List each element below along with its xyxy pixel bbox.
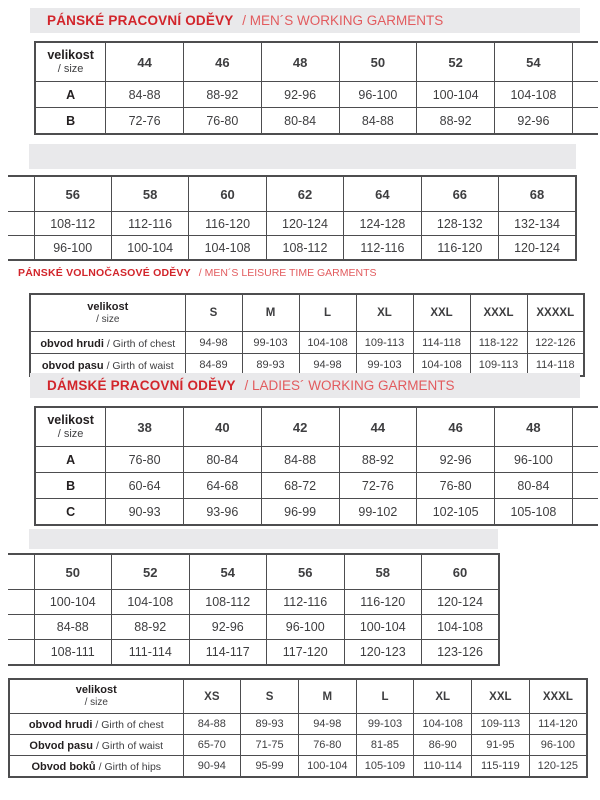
measurement-value: 86-90 bbox=[414, 735, 472, 756]
size-column-header: L bbox=[356, 679, 414, 714]
measurement-value: 92-96 bbox=[189, 615, 267, 640]
measurement-label bbox=[35, 108, 106, 135]
measurement-value: 120-124 bbox=[266, 212, 343, 236]
section-title-czech: PÁNSKÉ PRACOVNÍ ODĚVY bbox=[47, 12, 234, 28]
size-column-header: 44 bbox=[339, 407, 417, 447]
gray-spacer-bar bbox=[29, 144, 576, 169]
size-column-header: 44 bbox=[106, 42, 184, 82]
measurement-value: 76-80 bbox=[183, 108, 261, 135]
measurement-value: 99-103 bbox=[356, 714, 414, 735]
table-row bbox=[9, 756, 587, 778]
table-row bbox=[9, 714, 587, 735]
measurement-value: 76-80 bbox=[106, 447, 184, 473]
ladies-leisure-size-table bbox=[8, 678, 588, 778]
table-row bbox=[8, 590, 499, 615]
measurement-value: 99-103 bbox=[356, 354, 413, 377]
measurement-label bbox=[35, 499, 106, 526]
measurement-label-czech: A bbox=[66, 87, 76, 102]
measurement-value: 120-124 bbox=[422, 590, 500, 615]
measurement-value: 84-88 bbox=[261, 447, 339, 473]
measurement-value: 122-126 bbox=[527, 332, 584, 354]
measurement-label-english: / Girth of waist bbox=[95, 740, 164, 752]
measurement-value: 104-108 bbox=[413, 354, 470, 377]
measurement-label bbox=[35, 473, 106, 499]
cut-column-cell bbox=[572, 473, 598, 499]
measurement-value: 112-116 bbox=[267, 590, 345, 615]
size-column-header: S bbox=[185, 294, 242, 332]
size-column-header: 46 bbox=[417, 407, 495, 447]
size-column-header: 56 bbox=[34, 176, 111, 212]
measurement-value: 109-113 bbox=[470, 354, 527, 377]
size-column-header: 48 bbox=[261, 42, 339, 82]
size-column-header: 50 bbox=[34, 554, 112, 590]
measurement-label-english: / Girth of chest bbox=[106, 337, 176, 350]
table-row bbox=[35, 499, 598, 526]
measurement-label-english: / Girth of waist bbox=[106, 359, 174, 372]
measurement-value: 84-89 bbox=[185, 354, 242, 377]
measurement-value: 102-105 bbox=[417, 499, 495, 526]
measurement-value: 91-95 bbox=[472, 735, 530, 756]
measurement-value: 60-64 bbox=[106, 473, 184, 499]
measurement-value: 64-68 bbox=[183, 473, 261, 499]
measurement-value: 120-124 bbox=[499, 236, 576, 261]
table-row bbox=[8, 212, 576, 236]
measurement-value: 84-88 bbox=[34, 615, 112, 640]
measurement-value: 104-108 bbox=[189, 236, 266, 261]
measurement-label bbox=[30, 332, 185, 354]
table-row bbox=[8, 236, 576, 261]
measurement-value: 105-109 bbox=[356, 756, 414, 778]
table-header-row bbox=[35, 407, 598, 447]
measurement-value: 92-96 bbox=[417, 447, 495, 473]
size-column-header: S bbox=[241, 679, 299, 714]
measurement-value: 118-122 bbox=[470, 332, 527, 354]
measurement-value: 76-80 bbox=[417, 473, 495, 499]
size-label-czech: velikost bbox=[75, 684, 117, 697]
measurement-label bbox=[35, 82, 106, 108]
size-column-header: 40 bbox=[183, 407, 261, 447]
measurement-value: 94-98 bbox=[299, 354, 356, 377]
measurement-label bbox=[35, 447, 106, 473]
measurement-value: 100-104 bbox=[298, 756, 356, 778]
measurement-value: 96-100 bbox=[339, 82, 417, 108]
measurement-value: 110-114 bbox=[414, 756, 472, 778]
measurement-value: 128-132 bbox=[421, 212, 498, 236]
size-table bbox=[8, 553, 500, 666]
size-table bbox=[8, 678, 588, 778]
measurement-value: 108-112 bbox=[266, 236, 343, 261]
measurement-value: 96-99 bbox=[261, 499, 339, 526]
measurement-value: 93-96 bbox=[183, 499, 261, 526]
measurement-value: 104-108 bbox=[422, 615, 500, 640]
measurement-label-czech: obvod pasu bbox=[41, 359, 104, 372]
size-column-header: 68 bbox=[499, 176, 576, 212]
measurement-label-czech: A bbox=[66, 452, 76, 467]
measurement-value: 99-102 bbox=[339, 499, 417, 526]
cut-column-cell bbox=[572, 82, 598, 108]
section-title-czech: DÁMSKÉ PRACOVNÍ ODĚVY bbox=[47, 377, 236, 393]
size-column-header: XXXXL bbox=[527, 294, 584, 332]
section-heading-ladies-working bbox=[30, 373, 580, 398]
measurement-value: 89-93 bbox=[241, 714, 299, 735]
size-table bbox=[34, 41, 598, 135]
size-table bbox=[29, 293, 585, 377]
size-column-header: L bbox=[299, 294, 356, 332]
measurement-value: 80-84 bbox=[261, 108, 339, 135]
measurement-value: 90-94 bbox=[183, 756, 241, 778]
ladies-working-size-table-part2 bbox=[8, 553, 500, 666]
size-column-header: M bbox=[298, 679, 356, 714]
size-label-english: / size bbox=[57, 427, 84, 440]
measurement-label-czech: C bbox=[66, 504, 76, 519]
measurement-value: 88-92 bbox=[183, 82, 261, 108]
measurement-value: 112-116 bbox=[111, 212, 188, 236]
mens-working-size-table-part2 bbox=[8, 175, 577, 261]
size-column-header: M bbox=[242, 294, 299, 332]
size-table bbox=[34, 406, 598, 526]
measurement-value: 88-92 bbox=[339, 447, 417, 473]
size-table bbox=[8, 175, 577, 261]
size-column-header: XS bbox=[183, 679, 241, 714]
table-row bbox=[30, 332, 584, 354]
cut-column-cell bbox=[572, 108, 598, 135]
measurement-value: 94-98 bbox=[185, 332, 242, 354]
measurement-value: 104-108 bbox=[112, 590, 190, 615]
measurement-label bbox=[9, 756, 183, 778]
size-label-header bbox=[30, 294, 185, 332]
measurement-label-czech: obvod hrudi bbox=[40, 337, 104, 350]
measurement-value: 116-120 bbox=[189, 212, 266, 236]
measurement-value: 117-120 bbox=[267, 640, 345, 666]
cut-column-cell bbox=[8, 615, 34, 640]
measurement-value: 112-116 bbox=[344, 236, 421, 261]
cut-column-cell bbox=[8, 236, 34, 261]
measurement-value: 92-96 bbox=[495, 108, 573, 135]
table-header-row bbox=[30, 294, 584, 332]
measurement-value: 90-93 bbox=[106, 499, 184, 526]
size-column-header: 60 bbox=[422, 554, 500, 590]
size-column-header: 62 bbox=[266, 176, 343, 212]
cut-column-cell bbox=[572, 499, 598, 526]
size-label-czech: velikost bbox=[47, 48, 94, 63]
measurement-value: 99-103 bbox=[242, 332, 299, 354]
size-column-header: 56 bbox=[267, 554, 345, 590]
size-label-english: / size bbox=[96, 313, 120, 325]
cut-column-cell bbox=[572, 447, 598, 473]
size-label-header bbox=[35, 407, 106, 447]
size-column-header: XL bbox=[414, 679, 472, 714]
measurement-value: 104-108 bbox=[414, 714, 472, 735]
measurement-value: 72-76 bbox=[106, 108, 184, 135]
measurement-value: 81-85 bbox=[356, 735, 414, 756]
size-column-header: XXXL bbox=[529, 679, 587, 714]
size-column-header: 54 bbox=[495, 42, 573, 82]
measurement-value: 132-134 bbox=[499, 212, 576, 236]
measurement-value: 76-80 bbox=[298, 735, 356, 756]
measurement-value: 88-92 bbox=[112, 615, 190, 640]
measurement-value: 115-119 bbox=[472, 756, 530, 778]
table-row bbox=[8, 640, 499, 666]
measurement-value: 123-126 bbox=[422, 640, 500, 666]
table-row bbox=[35, 108, 598, 135]
measurement-value: 105-108 bbox=[495, 499, 573, 526]
table-row bbox=[9, 735, 587, 756]
size-column-header: 64 bbox=[344, 176, 421, 212]
cut-column-cell bbox=[8, 640, 34, 666]
table-header-row bbox=[35, 42, 598, 82]
measurement-value: 111-114 bbox=[112, 640, 190, 666]
mens-working-size-table-part1 bbox=[34, 41, 598, 135]
mens-leisure-size-table bbox=[29, 293, 585, 377]
measurement-label-english: / Girth of hips bbox=[98, 761, 162, 773]
table-row bbox=[35, 473, 598, 499]
table-header-row bbox=[8, 176, 576, 212]
measurement-value: 84-88 bbox=[106, 82, 184, 108]
measurement-value: 84-88 bbox=[339, 108, 417, 135]
section-title bbox=[30, 14, 443, 28]
section-title bbox=[30, 379, 455, 393]
section-heading-mens-leisure bbox=[18, 268, 377, 279]
measurement-value: 95-99 bbox=[241, 756, 299, 778]
section-title-english: / MEN´S WORKING GARMENTS bbox=[242, 12, 444, 28]
measurement-value: 109-113 bbox=[356, 332, 413, 354]
measurement-value: 72-76 bbox=[339, 473, 417, 499]
size-column-header: 66 bbox=[421, 176, 498, 212]
measurement-value: 100-104 bbox=[34, 590, 112, 615]
measurement-value: 116-120 bbox=[421, 236, 498, 261]
size-column-header: XXXL bbox=[470, 294, 527, 332]
size-column-header: 46 bbox=[183, 42, 261, 82]
size-label-czech: velikost bbox=[47, 413, 94, 428]
measurement-value: 88-92 bbox=[417, 108, 495, 135]
measurement-label-czech: B bbox=[66, 478, 76, 493]
measurement-value: 100-104 bbox=[111, 236, 188, 261]
size-label-english: / size bbox=[57, 62, 84, 75]
cut-column-cell bbox=[572, 42, 598, 82]
measurement-value: 65-70 bbox=[183, 735, 241, 756]
measurement-value: 114-118 bbox=[527, 354, 584, 377]
measurement-value: 120-125 bbox=[529, 756, 587, 778]
gray-spacer-bar bbox=[29, 529, 498, 549]
measurement-label-czech: B bbox=[66, 113, 76, 128]
size-label-header bbox=[35, 42, 106, 82]
size-column-header: XXL bbox=[413, 294, 470, 332]
measurement-value: 96-100 bbox=[34, 236, 111, 261]
cut-column-cell bbox=[8, 590, 34, 615]
size-label-header bbox=[9, 679, 183, 714]
measurement-value: 80-84 bbox=[183, 447, 261, 473]
table-header-row bbox=[9, 679, 587, 714]
measurement-value: 120-123 bbox=[344, 640, 422, 666]
size-column-header: 60 bbox=[189, 176, 266, 212]
size-column-header: 58 bbox=[111, 176, 188, 212]
measurement-value: 109-113 bbox=[472, 714, 530, 735]
section-title-english: / LADIES´ WORKING GARMENTS bbox=[244, 377, 455, 393]
size-column-header: 58 bbox=[344, 554, 422, 590]
measurement-value: 68-72 bbox=[261, 473, 339, 499]
cut-column-cell bbox=[8, 212, 34, 236]
size-column-header: 42 bbox=[261, 407, 339, 447]
size-column-header: 54 bbox=[189, 554, 267, 590]
size-column-header: 52 bbox=[112, 554, 190, 590]
measurement-value: 114-120 bbox=[529, 714, 587, 735]
ladies-working-size-table-part1 bbox=[34, 406, 598, 526]
measurement-value: 94-98 bbox=[298, 714, 356, 735]
size-column-header: 48 bbox=[495, 407, 573, 447]
measurement-value: 116-120 bbox=[344, 590, 422, 615]
measurement-value: 96-100 bbox=[495, 447, 573, 473]
measurement-value: 96-100 bbox=[267, 615, 345, 640]
size-column-header: XXL bbox=[472, 679, 530, 714]
measurement-value: 80-84 bbox=[495, 473, 573, 499]
measurement-value: 124-128 bbox=[344, 212, 421, 236]
measurement-value: 100-104 bbox=[417, 82, 495, 108]
size-label-czech: velikost bbox=[87, 300, 129, 313]
measurement-value: 104-108 bbox=[299, 332, 356, 354]
size-column-header: 50 bbox=[339, 42, 417, 82]
cut-column-cell bbox=[8, 554, 34, 590]
size-column-header: 38 bbox=[106, 407, 184, 447]
table-row bbox=[35, 82, 598, 108]
table-row bbox=[35, 447, 598, 473]
size-label-english: / size bbox=[84, 697, 108, 709]
measurement-value: 108-111 bbox=[34, 640, 112, 666]
measurement-value: 108-112 bbox=[34, 212, 111, 236]
measurement-label-english: / Girth of chest bbox=[95, 719, 164, 731]
measurement-value: 104-108 bbox=[495, 82, 573, 108]
measurement-label-czech: Obvod pasu bbox=[29, 740, 93, 752]
measurement-value: 108-112 bbox=[189, 590, 267, 615]
measurement-label bbox=[9, 714, 183, 735]
section-heading-mens-working bbox=[30, 8, 580, 33]
size-column-header: XL bbox=[356, 294, 413, 332]
cut-column-cell bbox=[8, 176, 34, 212]
measurement-value: 89-93 bbox=[242, 354, 299, 377]
table-header-row bbox=[8, 554, 499, 590]
measurement-label bbox=[9, 735, 183, 756]
measurement-value: 71-75 bbox=[241, 735, 299, 756]
measurement-value: 114-118 bbox=[413, 332, 470, 354]
table-row bbox=[8, 615, 499, 640]
measurement-value: 96-100 bbox=[529, 735, 587, 756]
measurement-value: 100-104 bbox=[344, 615, 422, 640]
measurement-value: 92-96 bbox=[261, 82, 339, 108]
size-column-header: 52 bbox=[417, 42, 495, 82]
section-title-czech: PÁNSKÉ VOLNOČASOVÉ ODĚVY bbox=[18, 267, 191, 279]
measurement-value: 114-117 bbox=[189, 640, 267, 666]
measurement-label-czech: obvod hrudi bbox=[28, 719, 93, 731]
cut-column-cell bbox=[572, 407, 598, 447]
measurement-value: 84-88 bbox=[183, 714, 241, 735]
measurement-label-czech: Obvod boků bbox=[31, 761, 96, 773]
section-title-english: / MEN´S LEISURE TIME GARMENTS bbox=[198, 267, 377, 279]
